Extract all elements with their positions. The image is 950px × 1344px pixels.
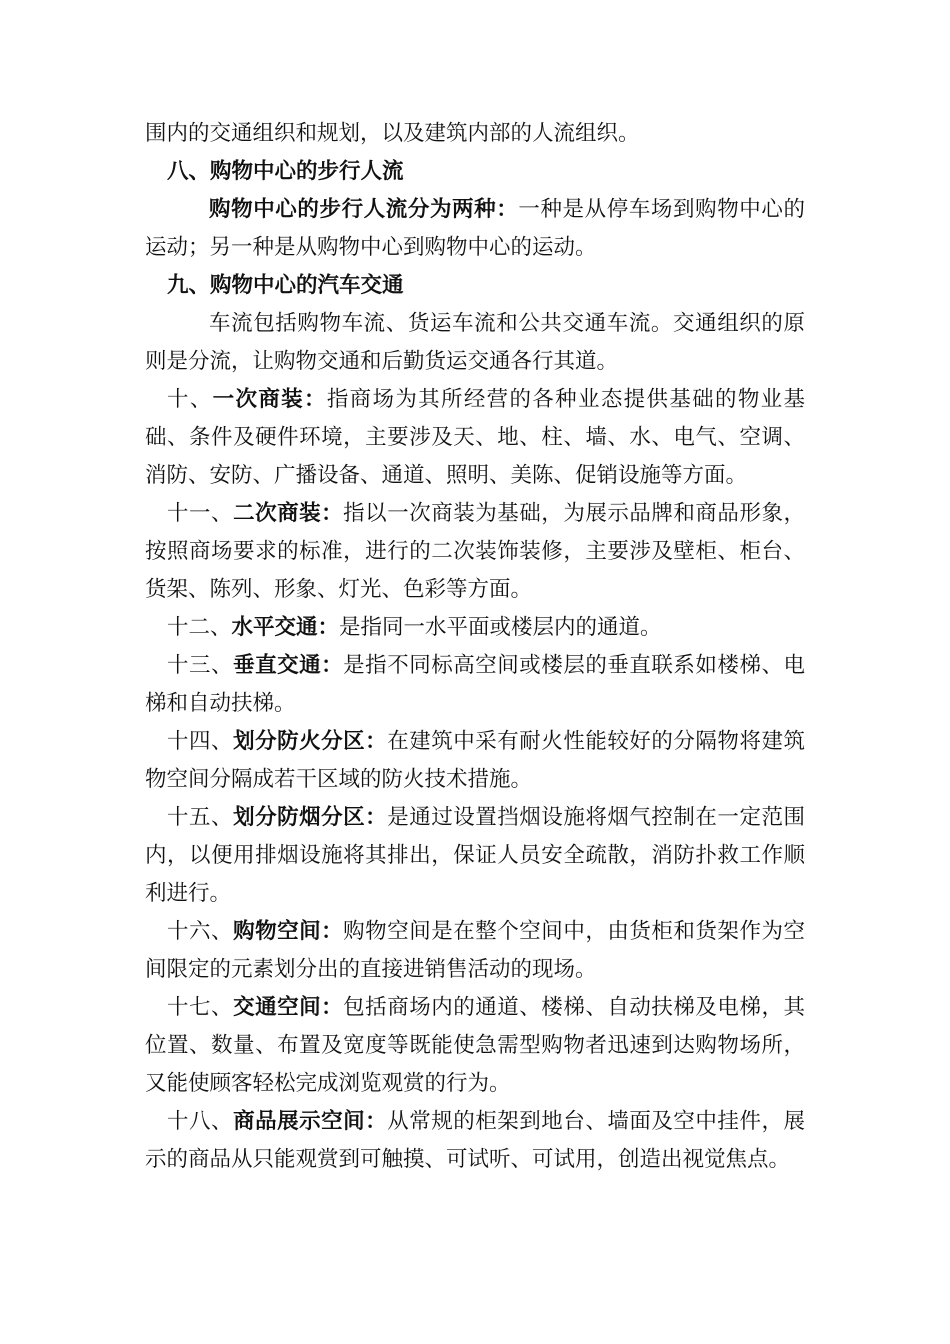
paragraph-body: 围内的交通组织和规划，以及建筑内部的人流组织。 [145,121,640,146]
document-body [145,115,805,1179]
section-heading-8: 八、购物中心的步行人流 [167,159,404,184]
paragraph-body: 一种是从停车场到购物中心的运动；另一种是从购物中心到购物中心的运动。 [145,197,805,260]
definition-body: 是指同一水平面或楼层内的通道。 [339,615,662,640]
item-number: 十六、 [167,919,234,944]
term-label: 购物空间： [233,919,344,944]
term-label: 划分防烟分区： [233,805,388,830]
definition-15 [145,799,805,913]
term-label: 一次商装： [212,387,327,412]
term-label: 垂直交通： [233,653,344,678]
definition-17 [145,989,805,1103]
paragraph-body: 车流包括购物车流、货运车流和公共交通车流。交通组织的原则是分流，让购物交通和后勤货运交通各行其道。 [145,311,805,374]
item-number: 十五、 [167,805,234,830]
term-label: 水平交通： [231,615,340,640]
term-label: 交通空间： [233,995,344,1020]
paragraph-vehicle-traffic [145,305,805,381]
definition-body: 购物空间是在整个空间中，由货柜和货架作为空间限定的元素划分出的直接进销售活动的现场。 [145,919,805,982]
definition-body: 指以一次商装为基础，为展示品牌和商品形象，按照商场要求的标准，进行的二次装饰装修，主要涉及壁柜、柜台、货架、陈列、形象、灯光、色彩等方面。 [145,501,805,602]
item-number: 十一、 [167,501,234,526]
definition-13 [145,647,805,723]
item-number: 十、 [167,387,213,412]
term-label: 二次商装： [233,501,344,526]
definition-body: 是通过设置挡烟设施将烟气控制在一定范围内，以便用排烟设施将其排出，保证人员安全疏散，消防扑救工作顺利进行。 [145,805,805,906]
definition-18 [145,1103,805,1179]
definition-body: 包括商场内的通道、楼梯、自动扶梯及电梯，其位置、数量、布置及宽度等既能使急需型购物者迅速到达购物场所，又能使顾客轻松完成浏览观赏的行为。 [145,995,805,1096]
section-heading-9: 九、购物中心的汽车交通 [167,273,404,298]
paragraph-continued [145,115,805,153]
definition-16 [145,913,805,989]
item-number: 十四、 [167,729,234,754]
paragraph-pedestrian-flow [145,191,805,267]
definition-11 [145,495,805,609]
definition-body: 是指不同标高空间或楼层的垂直联系如楼梯、电梯和自动扶梯。 [145,653,805,716]
term-label: 划分防火分区： [233,729,388,754]
definition-10 [145,381,805,495]
item-number: 十三、 [167,653,234,678]
definition-body: 从常规的柜架到地台、墙面及空中挂件，展示的商品从只能观赏到可触摸、可试听、可试用，创造出视觉焦点。 [145,1109,805,1172]
item-number: 十二、 [167,615,232,640]
term-label: 购物中心的步行人流分为两种： [209,197,519,222]
definition-12 [145,609,805,647]
item-number: 十八、 [167,1109,234,1134]
term-label: 商品展示空间： [233,1109,388,1134]
definition-14 [145,723,805,799]
definition-body: 在建筑中采有耐火性能较好的分隔物将建筑物空间分隔成若干区域的防火技术措施。 [145,729,805,792]
definition-body: 指商场为其所经营的各种业态提供基础的物业基础、条件及硬件环境，主要涉及天、地、柱、墙、水、电气、空调、消防、安防、广播设备、通道、照明、美陈、促销设施等方面。 [145,387,805,488]
item-number: 十七、 [167,995,234,1020]
